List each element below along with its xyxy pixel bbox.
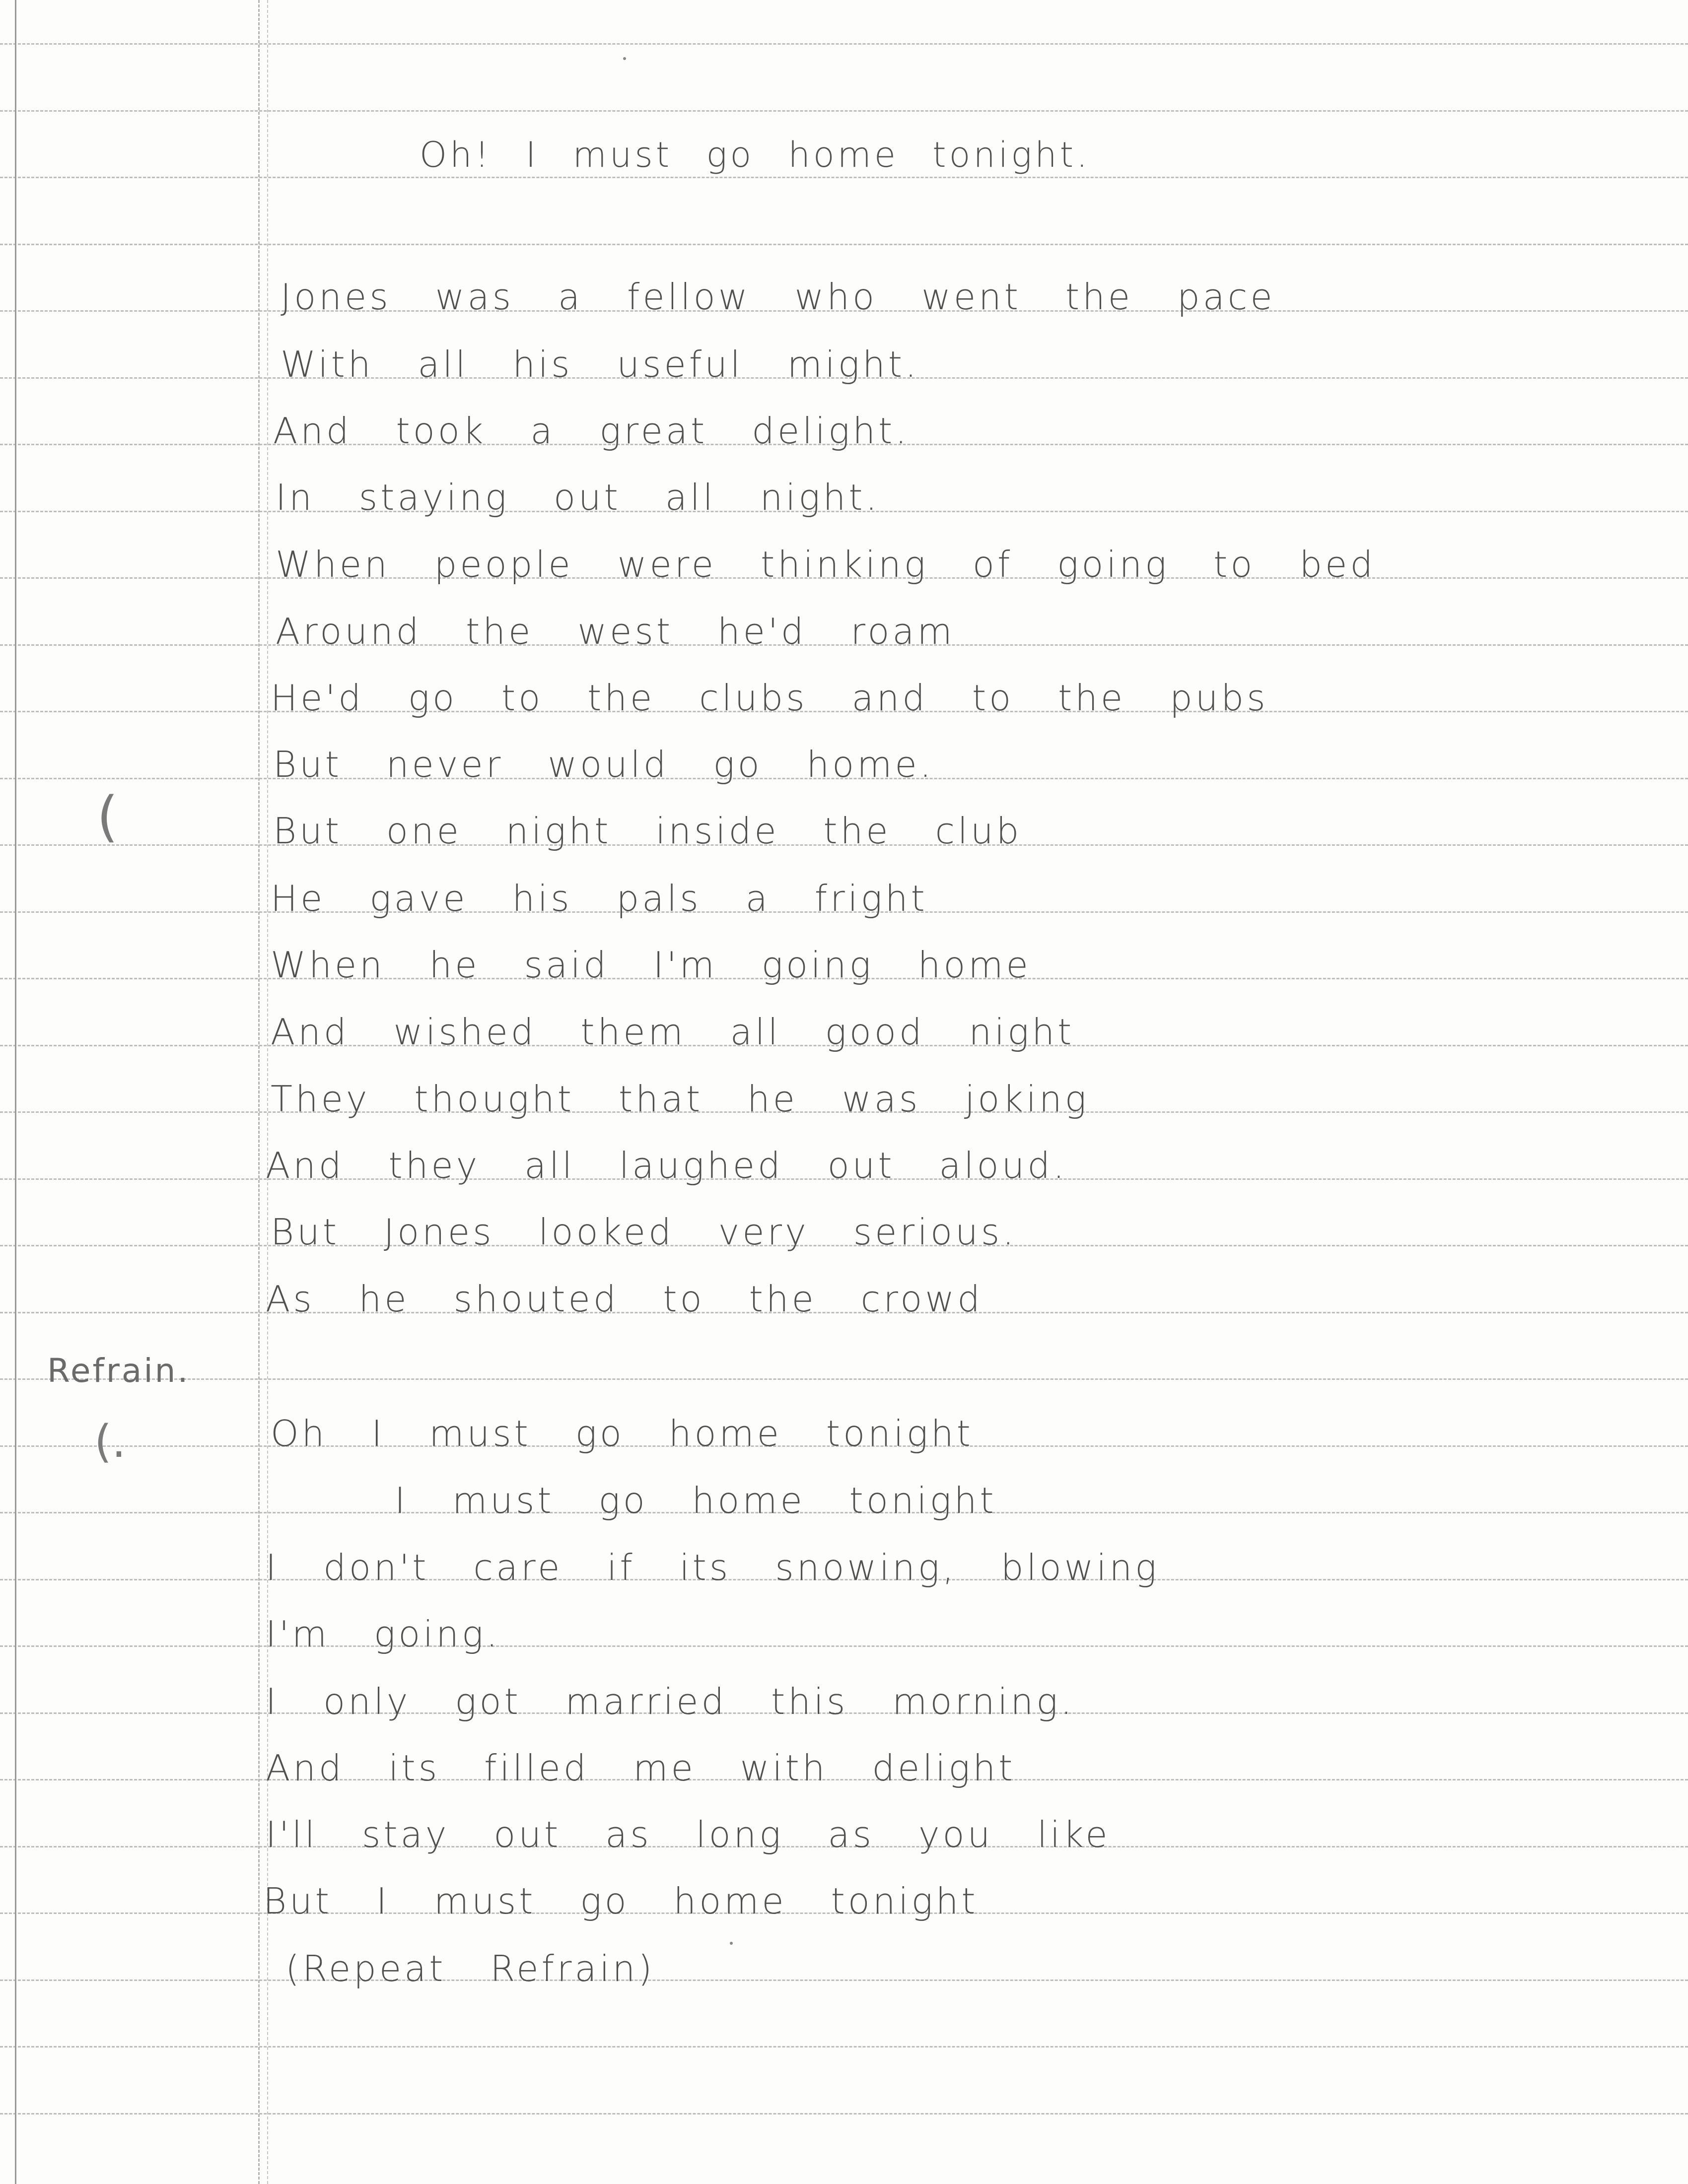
ruled-line xyxy=(0,244,1688,245)
refrain-line: I'm going. xyxy=(266,1613,501,1655)
margin-line xyxy=(258,0,260,2184)
verse-line: He gave his pals a fright xyxy=(271,878,928,919)
refrain-line: Oh I must go home tonight xyxy=(271,1413,974,1454)
repeat-refrain-note: (Repeat Refrain) xyxy=(285,1948,655,1989)
margin-line-secondary xyxy=(267,0,268,2184)
verse-line: And wished them all good night xyxy=(271,1011,1075,1053)
verse-line: When he said I'm going home xyxy=(271,944,1031,986)
ink-speck xyxy=(730,1942,733,1945)
verse-line: He'd go to the clubs and to the pubs xyxy=(271,677,1268,719)
ruled-line xyxy=(0,43,1688,45)
ruled-line xyxy=(0,1979,1688,1981)
refrain-margin-label: Refrain. xyxy=(47,1352,190,1390)
refrain-line: I must go home tonight xyxy=(395,1480,997,1521)
margin-parenthesis: ( xyxy=(97,785,118,848)
refrain-line: And its filled me with delight xyxy=(266,1747,1016,1789)
page-edge-line xyxy=(15,0,16,2184)
verse-line: When people were thinking of going to bed xyxy=(276,544,1376,585)
verse-line: Around the west he'd roam xyxy=(276,611,955,652)
ink-speck xyxy=(623,57,626,60)
verse-line: But one night inside the club xyxy=(273,810,1022,852)
ruled-line xyxy=(0,2046,1688,2048)
ruled-line xyxy=(0,177,1688,178)
verse-line: But Jones looked very serious. xyxy=(271,1211,1017,1253)
verse-line: In staying out all night. xyxy=(276,477,880,518)
margin-parenthesis: (. xyxy=(94,1416,126,1468)
verse-line: And took a great delight. xyxy=(273,410,910,452)
verse-line: Jones was a fellow who went the pace xyxy=(281,276,1275,318)
ruled-line xyxy=(0,1378,1688,1380)
ruled-line xyxy=(0,2113,1688,2115)
refrain-line: I only got married this morning. xyxy=(266,1681,1075,1722)
ruled-line xyxy=(0,1645,1688,1647)
verse-line: With all his useful might. xyxy=(281,343,919,385)
refrain-line: But I must go home tonight xyxy=(263,1880,979,1922)
ruled-line xyxy=(0,110,1688,112)
song-title: Oh! I must go home tonight. xyxy=(420,135,1091,175)
verse-line: But never would go home. xyxy=(273,744,934,785)
verse-line: And they all laughed out aloud. xyxy=(266,1145,1067,1186)
refrain-line: I'll stay out as long as you like xyxy=(266,1814,1111,1855)
verse-line: As he shouted to the crowd xyxy=(266,1278,983,1320)
verse-line: They thought that he was joking xyxy=(271,1078,1089,1120)
refrain-line: I don't care if its snowing, blowing xyxy=(266,1547,1160,1588)
